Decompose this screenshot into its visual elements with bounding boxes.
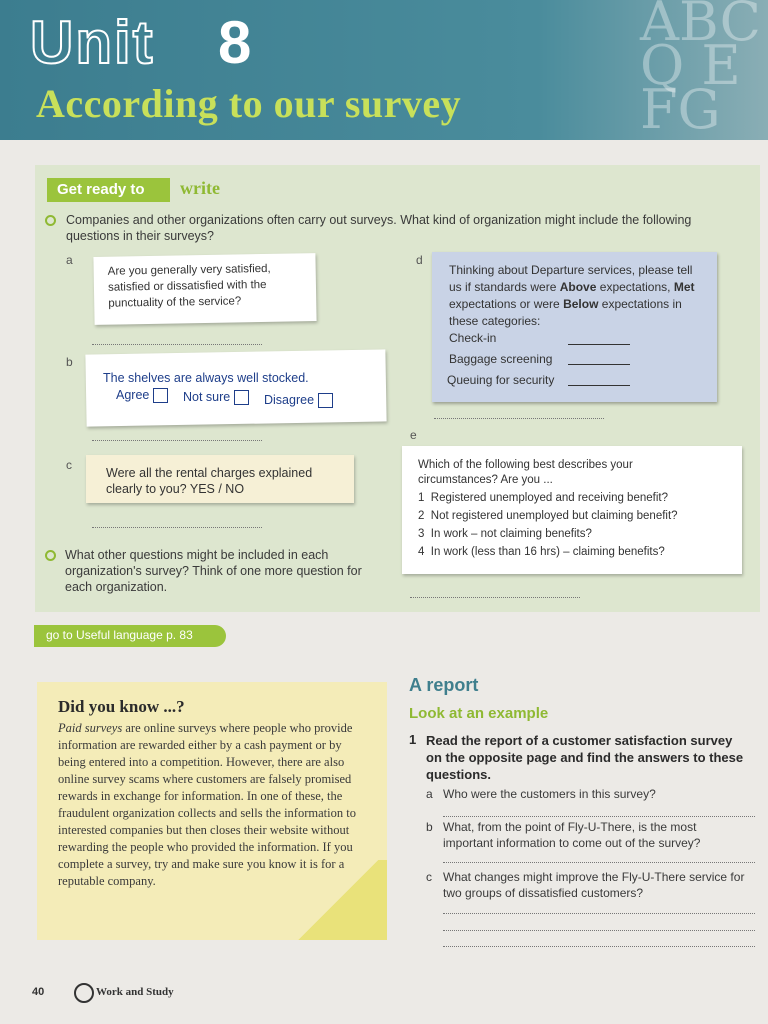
bullet-icon (45, 550, 56, 561)
letter-b: b (66, 355, 73, 369)
followup-text: What other questions might be included in each organization's survey? Think of one more question for each organization. (65, 548, 362, 594)
question-text: Read the report of a customer satisfaction survey on the opposite page and find the answers to these questions. (426, 733, 744, 782)
report-item-a-letter: a (426, 787, 433, 801)
card-e-option-4: 4 In work (less than 16 hrs) – claiming benefits? (418, 546, 665, 558)
get-ready-label: Get ready to (57, 181, 145, 198)
report-item-a-text: Who were the customers in this survey? (443, 787, 656, 801)
did-you-know-text: Paid surveys are online surveys where people who provide information are rewarded either by a cash payment or by being entered into a competition. However, there are also online survey scams where customers are falsely promised rewards in exchange for information. In one of these, the fraudulent organization collects and sells the information to interested companies but then closes their website without rewarding the people who provided the information. If you complete a survey, try and make sure you know it is for a reputable company. (58, 721, 356, 888)
card-a-text: Are you generally very satisfied, satisfied or dissatisfied with the punctuality of the service? (107, 262, 271, 310)
letter-d: d (416, 253, 423, 267)
category-baggage: Baggage screening (449, 352, 553, 366)
write-label: write (180, 178, 220, 198)
card-e-option-2: 2 Not registered unemployed but claiming benefit? (418, 510, 678, 522)
answer-line-report-c2[interactable] (443, 930, 755, 931)
footer-brand: Work and Study (96, 986, 174, 998)
card-c-text: Were all the rental charges explained clearly to you? YES / NO (106, 466, 313, 496)
letter-a: a (66, 253, 73, 267)
card-d-text: Thinking about Departure services, please tell us if standards were Above expectations, Met expectations or were Below expectations in these categories: (449, 263, 695, 328)
work-and-study-logo-icon (74, 983, 94, 1003)
question-number: 1 (409, 732, 417, 747)
unit-word: Unit (30, 9, 155, 76)
goto-label: go to Useful language p. 83 (46, 628, 193, 642)
queuing-blank[interactable] (568, 385, 630, 386)
report-item-c-text: What changes might improve the Fly-U-There service for two groups of dissatisfied customers? (443, 870, 745, 900)
card-e-option-1: 1 Registered unemployed and receiving benefit? (418, 492, 668, 504)
category-check-in: Check-in (449, 331, 497, 345)
report-item-c-letter: c (426, 870, 432, 884)
unit-number: 8 (218, 9, 252, 76)
card-b-text: The shelves are always well stocked. (103, 371, 309, 385)
option-not-sure: Not sure (183, 390, 249, 405)
page-number: 40 (32, 986, 45, 998)
decorative-letters: ABCQ EFG (640, 0, 761, 140)
answer-line-report-c3[interactable] (443, 946, 755, 947)
option-disagree: Disagree (264, 393, 333, 408)
bullet-icon (45, 215, 56, 226)
report-item-b-text: What, from the point of Fly-U-There, is the most important information to come out of the survey? (443, 820, 701, 850)
did-you-know-title: Did you know ...? (58, 697, 185, 716)
answer-line-report-b[interactable] (443, 862, 755, 863)
answer-line-e[interactable] (410, 597, 580, 598)
letter-e: e (410, 428, 417, 442)
not-sure-checkbox[interactable] (234, 390, 249, 405)
baggage-blank[interactable] (568, 364, 630, 365)
answer-line-b[interactable] (92, 440, 262, 441)
card-e-option-3: 3 In work – not claiming benefits? (418, 528, 592, 540)
answer-line-d[interactable] (434, 418, 604, 419)
answer-line-report-a[interactable] (443, 816, 755, 817)
intro-text: Companies and other organizations often carry out surveys. What kind of organization might include the following questions in their surveys? (66, 213, 692, 243)
answer-line-report-c1[interactable] (443, 913, 755, 914)
report-item-b-letter: b (426, 820, 433, 834)
report-subtitle: Look at an example (409, 705, 549, 722)
disagree-checkbox[interactable] (318, 393, 333, 408)
unit-title: According to our survey (36, 81, 462, 126)
card-c-answer: YES / NO (189, 482, 245, 496)
report-title: A report (409, 675, 479, 695)
letter-c: c (66, 458, 72, 472)
category-queuing: Queuing for security (447, 373, 555, 387)
answer-line-c[interactable] (92, 527, 262, 528)
answer-line-a[interactable] (92, 344, 262, 345)
agree-checkbox[interactable] (153, 388, 168, 403)
card-e-text: Which of the following best describes your circumstances? Are you ... (418, 459, 633, 486)
check-in-blank[interactable] (568, 344, 630, 345)
option-agree: Agree (116, 388, 168, 403)
